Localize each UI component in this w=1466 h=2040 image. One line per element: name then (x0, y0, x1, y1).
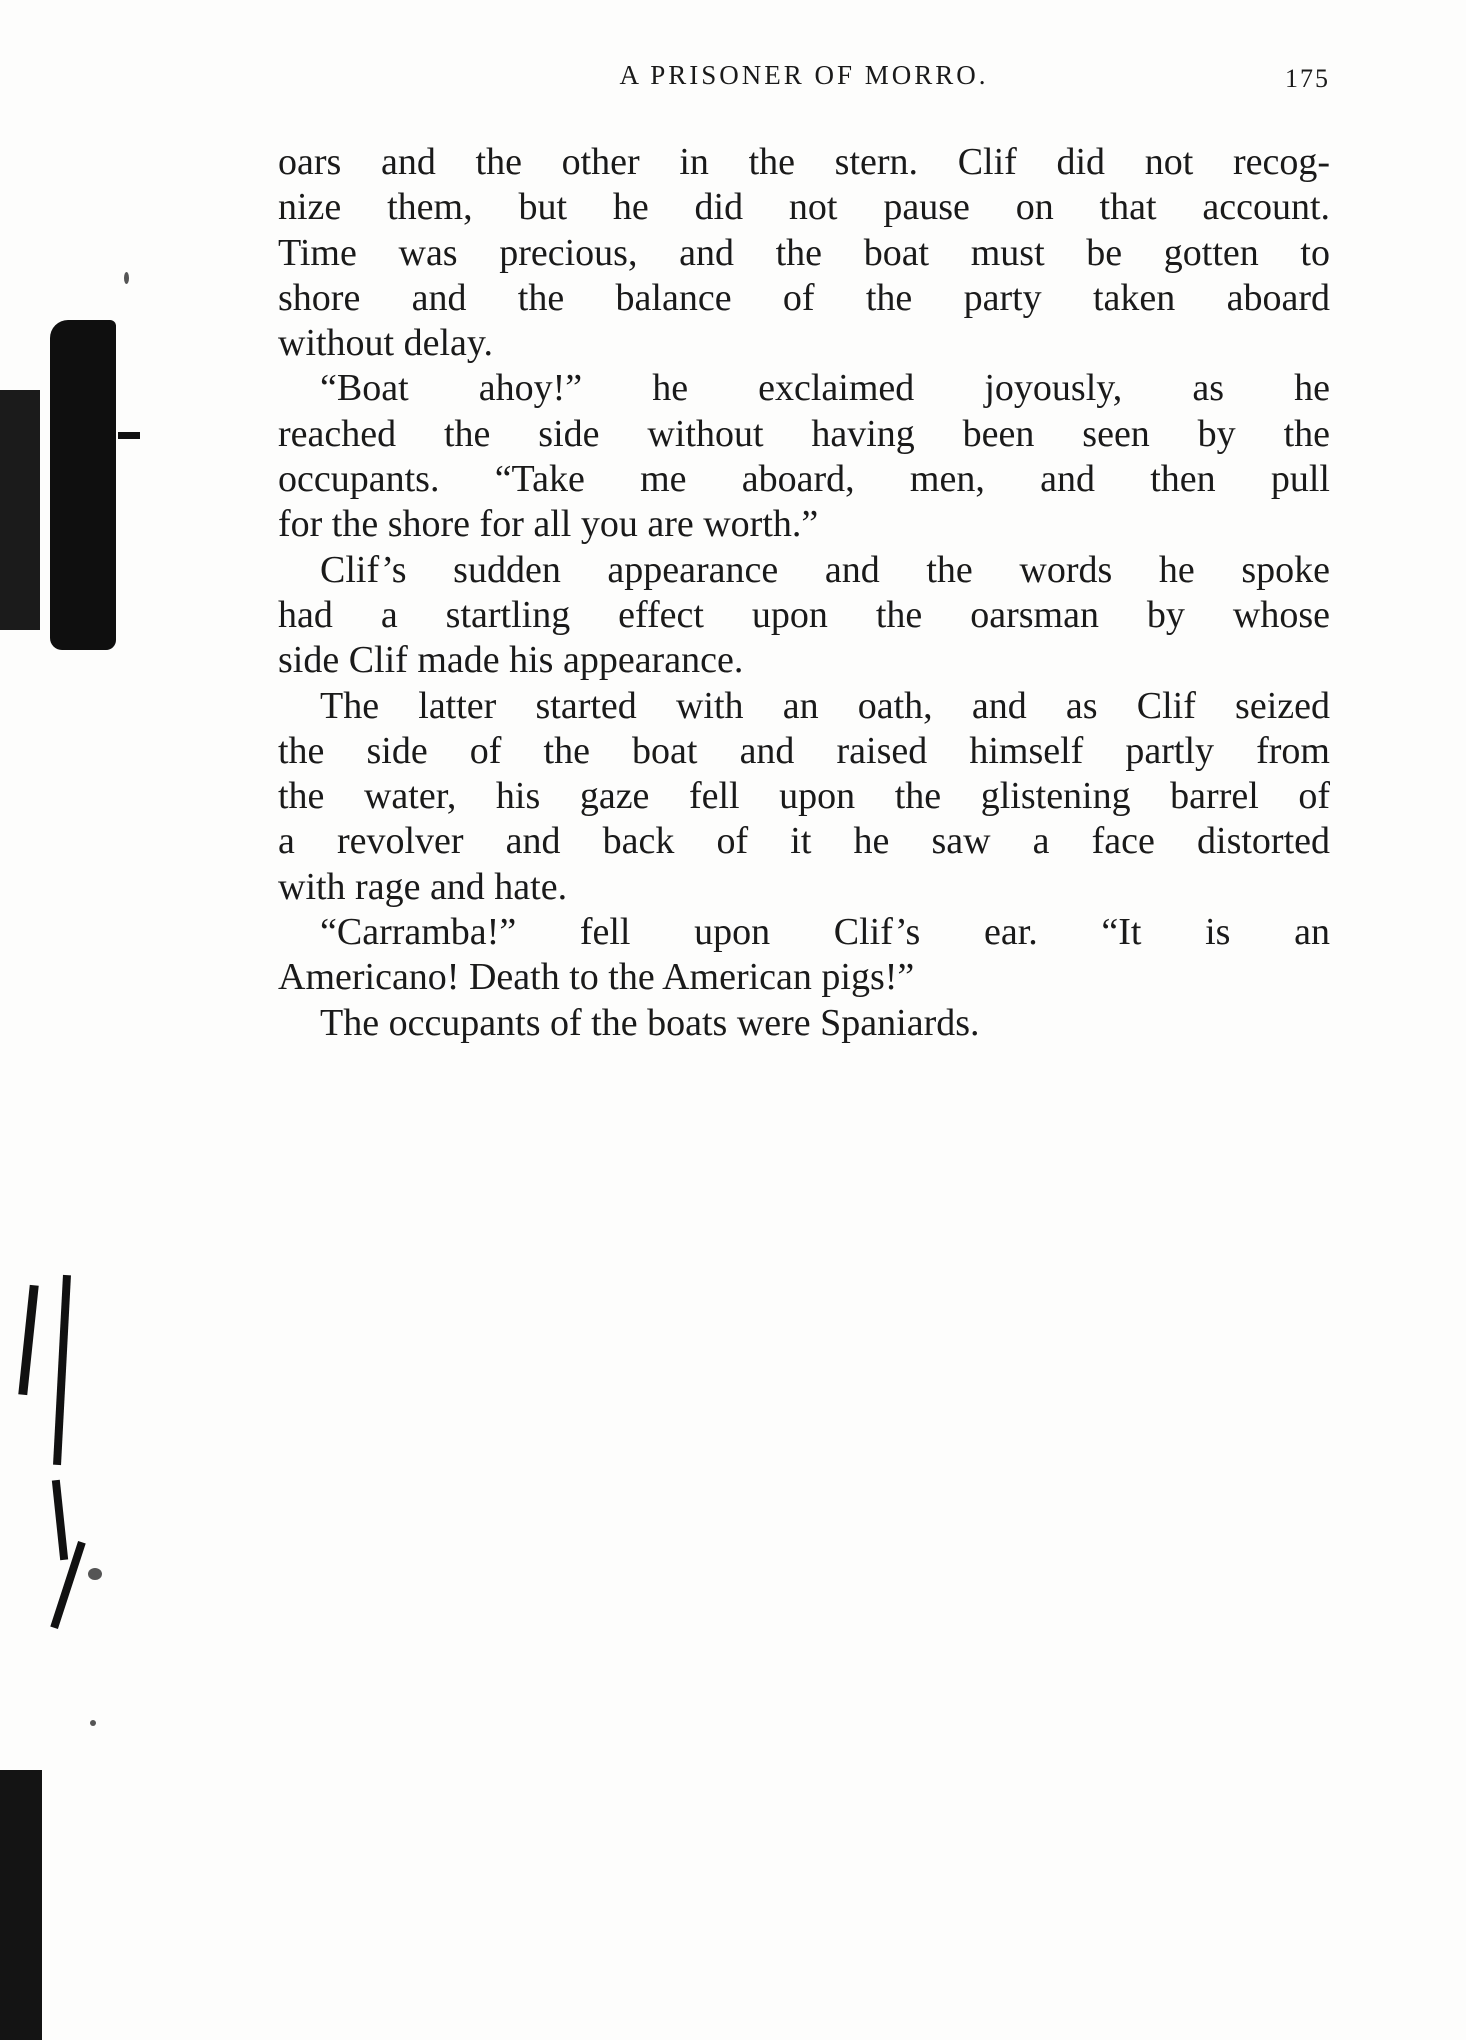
text-line: a revolver and back of it he saw a face distorted (278, 820, 1330, 863)
text-line: oars and the other in the stern. Clif did not recog- (278, 141, 1330, 183)
text-line: the water, his gaze fell upon the glistening barrel of (278, 775, 1330, 818)
body-text (278, 140, 1330, 1046)
scan-edge-mark-upper (0, 390, 40, 630)
text-line: the side of the boat and raised himself partly from (278, 729, 1330, 772)
page-number: 175 (1285, 64, 1330, 93)
text-line: reached the side without having been seen by the (278, 412, 1330, 455)
text-line: “Carramba!” fell upon Clif’s ear. “It is an (320, 911, 1330, 954)
text-line: “Boat ahoy!” he exclaimed joyously, as he (320, 367, 1330, 410)
scan-edge-mark-middle-4 (50, 1541, 85, 1629)
running-title: A PRISONER OF MORRO. (619, 60, 989, 90)
text-line: shore and the balance of the party taken aboard (278, 276, 1330, 319)
text-line: had a startling effect upon the oarsman by whose (278, 593, 1330, 636)
scan-edge-mark-middle (18, 1285, 38, 1395)
text-line: for the shore for all you are worth.” (278, 503, 819, 546)
scan-edge-mark-upper-inner (50, 320, 116, 650)
running-head (278, 58, 1330, 98)
text-line: Time was precious, and the boat must be gotten to (278, 231, 1330, 274)
scan-edge-arrow (118, 432, 140, 439)
text-line: The latter started with an oath, and as Clif seized (320, 684, 1330, 727)
text-line: nize them, but he did not pause on that account. (278, 186, 1330, 229)
text-line: The occupants of the boats were Spaniards. (320, 1001, 980, 1044)
text-line: occupants. “Take me aboard, men, and then pull (278, 458, 1330, 501)
scan-edge-mark-lower (0, 1770, 42, 2040)
text-line: Clif’s sudden appearance and the words he spoke (320, 548, 1330, 591)
text-line: side Clif made his appearance. (278, 639, 744, 682)
scan-speck (88, 1568, 102, 1580)
text-line: without delay. (278, 322, 493, 365)
scan-edge-mark-middle-3 (52, 1480, 68, 1560)
text-line: Americano! Death to the American pigs!” (278, 956, 915, 999)
scan-edge-mark-middle-2 (53, 1275, 71, 1465)
text-line: with rage and hate. (278, 865, 568, 908)
scan-speck (124, 272, 129, 284)
scan-speck (90, 1720, 96, 1726)
